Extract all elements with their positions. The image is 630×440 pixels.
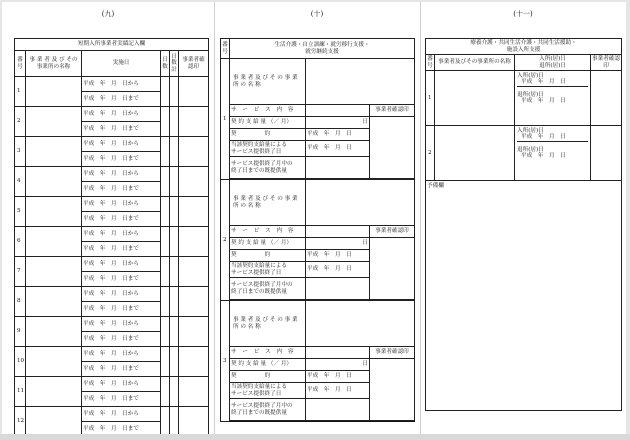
days-cell[interactable] (161, 77, 170, 107)
period-to: 平成 年 月 日まで (82, 392, 161, 407)
days-cumulative-cell[interactable] (170, 287, 179, 317)
in-label: 入所(居)日 (517, 73, 544, 79)
end-date-label-1: 当該契約支給量による (231, 263, 287, 270)
short-stay-row (15, 257, 209, 272)
remaining-label-2: 終了日までの既提供量 (231, 288, 287, 295)
contract-amount-unit: 日 (306, 238, 370, 250)
end-date-label-2: サービス提供終了日 (231, 390, 282, 397)
provider-cell[interactable] (26, 347, 82, 377)
remaining-value[interactable] (306, 157, 370, 179)
residential-number: 1 (426, 71, 435, 126)
short-stay-rows (15, 77, 209, 437)
provider-value[interactable] (306, 301, 415, 347)
remaining-label-1: サービス提供終了月中の (231, 161, 293, 168)
residential-dates (515, 126, 591, 181)
provider-cell[interactable] (26, 257, 82, 287)
contract-date: 平成 年 月 日 (306, 129, 370, 141)
out-date: 平成 年 月 日 (521, 98, 566, 105)
confirm-cell[interactable] (179, 257, 209, 287)
short-stay-table (14, 38, 209, 437)
period-to: 平成 年 月 日まで (82, 152, 161, 167)
header-confirm: 事業者確認印 (179, 51, 209, 77)
period-to: 平成 年 月 日まで (82, 122, 161, 137)
confirm-cell[interactable] (179, 137, 209, 167)
remaining-label-1: サービス提供終了月中の (231, 403, 293, 410)
middle-header-no: 番号 (221, 39, 230, 59)
end-date-value: 平成 年 月 日 (306, 141, 370, 157)
short-stay-row (15, 407, 209, 422)
days-cell[interactable] (161, 137, 170, 167)
confirm-stamp-area[interactable] (370, 359, 415, 421)
provider-cell[interactable] (26, 77, 82, 107)
days-cumulative-cell[interactable] (170, 227, 179, 257)
row-number: 4 (15, 167, 26, 197)
row-number: 10 (15, 347, 26, 377)
residential-dates (515, 71, 591, 126)
residential-confirm[interactable] (591, 126, 622, 181)
provider-cell[interactable] (26, 197, 82, 227)
contract-amount-unit: 日 (306, 117, 370, 129)
short-stay-row (15, 347, 209, 362)
remaining-label (230, 399, 306, 421)
days-cell[interactable] (161, 167, 170, 197)
block-number: 3 (221, 301, 230, 422)
days-cumulative-cell[interactable] (170, 407, 179, 437)
days-cell[interactable] (161, 317, 170, 347)
daytime-activity-table (220, 38, 415, 422)
in-date: 平成 年 月 日 (517, 79, 588, 86)
right-header-provider: 事業者及びその事業所の名称 (435, 55, 515, 71)
confirm-cell[interactable] (179, 107, 209, 137)
block-number: 1 (221, 59, 230, 180)
contract-amount-row (221, 117, 415, 129)
row-number: 2 (15, 107, 26, 137)
confirm-label: 事業者確認印 (370, 347, 415, 359)
residential-confirm[interactable] (591, 71, 622, 126)
days-cumulative-cell[interactable] (170, 167, 179, 197)
provider-label: 事 業 者 及 び そ の 事 業 所 の 名 称 (230, 301, 306, 347)
days-cell[interactable] (161, 287, 170, 317)
spacer-row (221, 421, 415, 422)
contract-amount-label: 契 約 支 給 量 （／ 月） (230, 359, 306, 371)
end-date-label-1: 当該契約支給量による (231, 142, 287, 149)
out-label: 退所(居)日 (517, 146, 544, 153)
end-date-value: 平成 年 月 日 (306, 262, 370, 278)
contract-amount-label: 契 約 支 給 量 （／ 月） (230, 238, 306, 250)
row-number: 1 (15, 77, 26, 107)
contract-label: 契 約 (230, 129, 306, 141)
middle-title (230, 39, 415, 59)
right-title-line1: 療養介護・共同生活介護・共同生活援助・ (470, 40, 577, 47)
confirm-cell[interactable] (179, 227, 209, 257)
short-stay-row (15, 167, 209, 182)
notes-area (426, 181, 622, 411)
provider-row (221, 59, 415, 105)
confirm-cell[interactable] (179, 77, 209, 107)
page-number-middle: (十) (310, 10, 324, 18)
end-date-value: 平成 年 月 日 (306, 383, 370, 399)
period-from: 平成 年 月 日から (82, 407, 161, 422)
provider-label: 事 業 者 及 び そ の 事 業 所 の 名 称 (230, 180, 306, 226)
service-value[interactable] (306, 347, 370, 359)
contract-date: 平成 年 月 日 (306, 250, 370, 262)
bottom-strip (0, 434, 630, 440)
confirm-label: 事業者確認印 (370, 105, 415, 117)
short-stay-row (15, 197, 209, 212)
contract-label: 契 約 (230, 371, 306, 383)
period-from: 平成 年 月 日から (82, 227, 161, 242)
right-title-line2: 施設入所支援 (506, 46, 541, 53)
days-cumulative-cell[interactable] (170, 77, 179, 107)
period-to: 平成 年 月 日まで (82, 272, 161, 287)
provider-cell[interactable] (26, 167, 82, 197)
remaining-label-2: 終了日までの既提供量 (231, 409, 287, 416)
short-stay-row (15, 107, 209, 122)
short-stay-row (15, 137, 209, 152)
residential-table (425, 38, 622, 411)
period-to: 平成 年 月 日まで (82, 332, 161, 347)
right-header-confirm: 事業者確認印 (592, 56, 621, 69)
contract-label: 契 約 (230, 250, 306, 262)
provider-row (221, 301, 415, 347)
provider-value[interactable] (306, 59, 415, 105)
confirm-cell[interactable] (179, 167, 209, 197)
days-cell[interactable] (161, 257, 170, 287)
end-date-label-2: サービス提供終了日 (231, 148, 282, 155)
row-number: 11 (15, 377, 26, 407)
confirm-label: 事業者確認印 (370, 226, 415, 238)
service-label: サ ー ビ ス 内 容 (230, 347, 306, 359)
period-to: 平成 年 月 日まで (82, 422, 161, 437)
provider-value[interactable] (306, 180, 415, 226)
remaining-value[interactable] (306, 278, 370, 300)
row-number: 6 (15, 227, 26, 257)
remaining-label-2: 終了日までの既提供量 (231, 167, 287, 174)
days-cell[interactable] (161, 377, 170, 407)
period-from: 平成 年 月 日から (82, 317, 161, 332)
confirm-cell[interactable] (179, 287, 209, 317)
contract-amount-row (221, 359, 415, 371)
row-number: 5 (15, 197, 26, 227)
header-no: 番号 (15, 51, 26, 77)
days-cell[interactable] (161, 407, 170, 437)
notes-label: 予備欄 (427, 183, 444, 189)
residential-number: 2 (426, 126, 435, 181)
contract-amount-label: 契 約 支 給 量 （／ 月） (230, 117, 306, 129)
provider-cell[interactable] (26, 407, 82, 437)
confirm-stamp-area[interactable] (370, 238, 415, 300)
residential-rows (426, 71, 622, 181)
out-date: 平成 年 月 日 (521, 153, 566, 160)
confirm-cell[interactable] (179, 377, 209, 407)
period-from: 平成 年 月 日から (82, 167, 161, 182)
service-row (221, 226, 415, 238)
contract-date: 平成 年 月 日 (306, 371, 370, 383)
contract-amount-row (221, 238, 415, 250)
days-cumulative-cell[interactable] (170, 137, 179, 167)
end-date-label (230, 141, 306, 157)
right-title (426, 39, 622, 55)
days-cell[interactable] (161, 347, 170, 377)
short-stay-row (15, 317, 209, 332)
header-days-cumulative: 日数計 (170, 51, 179, 77)
service-label: サ ー ビ ス 内 容 (230, 226, 306, 238)
block-number: 2 (221, 180, 230, 301)
row-number: 3 (15, 137, 26, 167)
confirm-stamp-area[interactable] (370, 117, 415, 179)
period-to: 平成 年 月 日まで (82, 92, 161, 107)
row-number: 12 (15, 407, 26, 437)
period-to: 平成 年 月 日まで (82, 182, 161, 197)
residential-provider[interactable] (435, 71, 515, 126)
period-from: 平成 年 月 日から (82, 77, 161, 92)
days-cumulative-cell[interactable] (170, 347, 179, 377)
confirm-cell[interactable] (179, 317, 209, 347)
remaining-label (230, 278, 306, 300)
service-row (221, 347, 415, 359)
provider-cell[interactable] (26, 377, 82, 407)
in-date: 平成 年 月 日 (517, 134, 588, 141)
period-from: 平成 年 月 日から (82, 347, 161, 362)
remaining-value[interactable] (306, 399, 370, 421)
provider-cell[interactable] (26, 137, 82, 167)
confirm-cell[interactable] (179, 197, 209, 227)
confirm-cell[interactable] (179, 347, 209, 377)
provider-cell[interactable] (26, 317, 82, 347)
days-cumulative-cell[interactable] (170, 107, 179, 137)
residential-provider[interactable] (435, 126, 515, 181)
period-from: 平成 年 月 日から (82, 377, 161, 392)
row-number: 9 (15, 317, 26, 347)
short-stay-row (15, 287, 209, 302)
short-stay-title: 短期入所事業者実績記入欄 (15, 39, 209, 51)
provider-cell[interactable] (26, 287, 82, 317)
service-label: サ ー ビ ス 内 容 (230, 105, 306, 117)
daytime-activity-blocks (221, 59, 415, 422)
row-number: 8 (15, 287, 26, 317)
end-date-label (230, 262, 306, 278)
remaining-label (230, 157, 306, 179)
service-row (221, 105, 415, 117)
right-header-dates-in: 入所(居)日 (539, 56, 566, 63)
period-from: 平成 年 月 日から (82, 107, 161, 122)
in-label: 入所(居)日 (517, 128, 544, 134)
residential-row (426, 71, 622, 126)
days-cumulative-cell[interactable] (170, 257, 179, 287)
provider-label: 事 業 者 及 び そ の 事 業 所 の 名 称 (230, 59, 306, 105)
short-stay-row (15, 227, 209, 242)
header-period: 実施日 (82, 51, 161, 77)
out-label: 退所(居)日 (517, 91, 544, 98)
end-date-label-2: サービス提供終了日 (231, 269, 282, 276)
middle-title-line2: 就労継続支援 (305, 48, 339, 55)
confirm-cell[interactable] (179, 407, 209, 437)
days-cell[interactable] (161, 197, 170, 227)
right-header-dates (515, 55, 591, 71)
days-cumulative-cell[interactable] (170, 317, 179, 347)
service-value[interactable] (306, 105, 370, 117)
days-cumulative-cell[interactable] (170, 377, 179, 407)
remaining-label-1: サービス提供終了月中の (231, 282, 293, 289)
middle-title-line1: 生活介護・自立訓練・就労移行支援・ (274, 42, 370, 49)
period-to: 平成 年 月 日まで (82, 362, 161, 377)
page-number-right: (十一) (513, 10, 533, 18)
period-to: 平成 年 月 日まで (82, 212, 161, 227)
period-from: 平成 年 月 日から (82, 257, 161, 272)
service-value[interactable] (306, 226, 370, 238)
days-cell[interactable] (161, 107, 170, 137)
provider-cell[interactable] (26, 107, 82, 137)
contract-amount-unit: 日 (306, 359, 370, 371)
days-cumulative-cell[interactable] (170, 197, 179, 227)
period-from: 平成 年 月 日から (82, 197, 161, 212)
right-header-dates-out: 退所(居)日 (539, 62, 566, 69)
provider-row (221, 180, 415, 226)
form-sheet (2, 2, 626, 436)
short-stay-row (15, 77, 209, 92)
provider-cell[interactable] (26, 227, 82, 257)
header-provider: 事 業 者 及 び その事業所の名称 (26, 51, 82, 77)
short-stay-row (15, 377, 209, 392)
residential-row (426, 126, 622, 181)
end-date-label-1: 当該契約支給量による (231, 384, 287, 391)
period-to: 平成 年 月 日まで (82, 242, 161, 257)
right-header-no: 番号 (427, 56, 433, 69)
period-to: 平成 年 月 日まで (82, 302, 161, 317)
page-number-left: (九) (101, 10, 115, 18)
row-number: 7 (15, 257, 26, 287)
days-cell[interactable] (161, 227, 170, 257)
period-from: 平成 年 月 日から (82, 137, 161, 152)
header-days: 日数 (161, 51, 170, 77)
end-date-label (230, 383, 306, 399)
period-from: 平成 年 月 日から (82, 287, 161, 302)
